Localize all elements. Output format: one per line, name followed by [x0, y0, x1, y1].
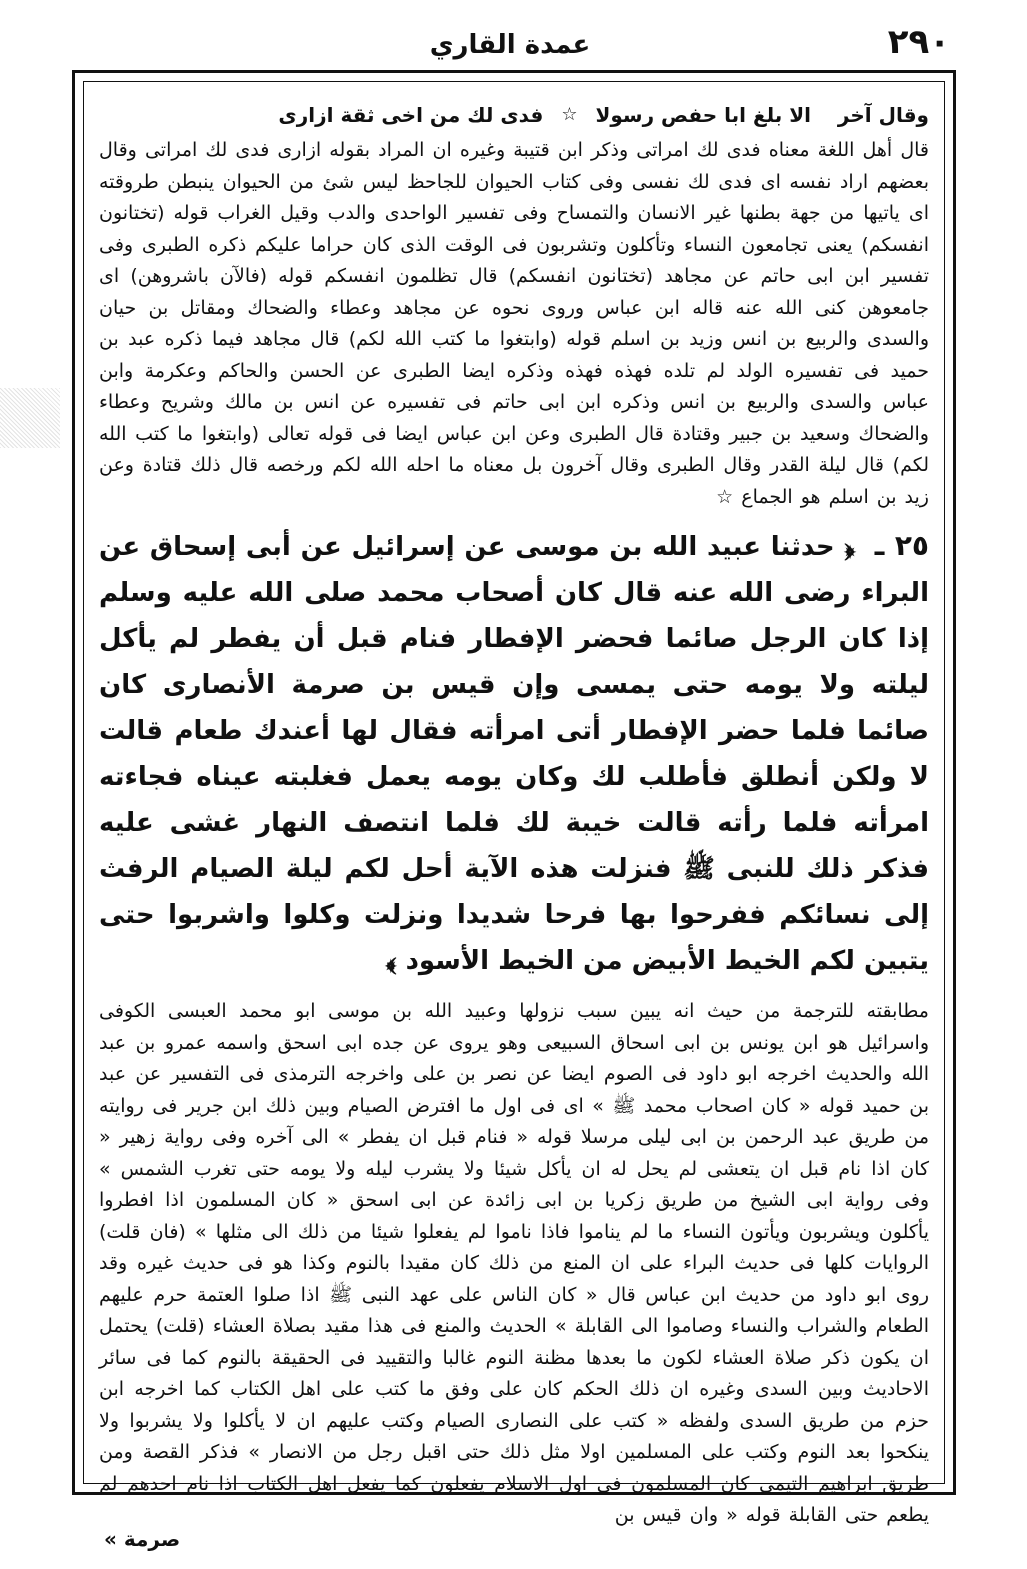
page-header: [70, 22, 950, 72]
running-title: عمدة القاري: [429, 30, 591, 60]
page-number: ٢٩٠: [887, 22, 950, 62]
poem-line: [99, 99, 929, 131]
catchword: صرمة »: [104, 1527, 181, 1551]
commentary-bottom: مطابقته للترجمة من حيث انه يبين سبب نزولها وعبيد الله بن موسى ابو محمد العبسى الكوفى واسرائيل هو ابن يونس بن ابى اسحاق السبيعى وهو يروى عن جده ابى اسحق واسمه عمرو بن عبد الله والحديث اخرجه ابو داود فى الصوم ايضا عن نصر بن على واخرجه الترمذى فى التفسير عن عبد بن حميد قوله « كان اصحاب محمد ﷺ » اى فى اول ما افترض الصيام وبين ذلك ابن جرير فى روايته من طريق عبد الرحمن بن ابى ليلى مرسلا قوله « فنام قبل ان يفطر » الى آخره وفى رواية زهير « كان اذا نام قبل ان يتعشى لم يحل له ان يأكل شيئا ولا يشرب ليله ولا يومه حتى تغرب الشمس » وفى رواية ابى الشيخ من طريق زكريا بن ابى زائدة عن ابى اسحق « كان المسلمون اذا افطروا يأكلون ويشربون ويأتون النساء ما لم يناموا فاذا ناموا لم يفعلوا شيئا من ذلك الى مثلها » (فان قلت) الروايات كلها فى حديث البراء على ان المنع من ذلك كان مقيدا بالنوم وكذا هو فى حديث غيره وقد روى ابو داود من حديث ابن عباس قال « كان الناس على عهد النبى ﷺ اذا صلوا العتمة حرم عليهم الطعام والشراب والنساء وصاموا الى القابلة » الحديث والمنع فى هذا مقيد بصلاة العشاء (قلت) يحتمل ان يكون ذكر صلاة العشاء لكون ما بعدها مظنة النوم غالبا والتقييد فى الحقيقة بالنوم كما فى سائر الاحاديث وبين السدى وغيره ان ذلك الحكم كان على وفق ما كتب على اهل الكتاب كما اخرجه ابن حزم من طريق السدى ولفظه « كتب على النصارى الصيام وكتب عليهم ان لا يأكلوا ولا يشربوا ولا ينكحوا بعد النوم وكتب على المسلمين اولا مثل ذلك حتى اقبل رجل من الانصار » فذكر القصة ومن طريق ابراهيم التيمى كان المسلمون فى اول الاسلام يفعلون كما يفعل اهل الكتاب اذا نام احدهم لم يطعم حتى القابلة قوله « وان قيس بن: [99, 1000, 929, 1526]
page-frame: [72, 70, 956, 1526]
poem-hemistich-2: فدى لك من اخى ثقة ازارى: [278, 103, 544, 127]
hadith-block: [99, 523, 929, 984]
hadith-number: ٢٥ ـ: [874, 529, 929, 562]
poem-intro: وقال آخر: [837, 103, 929, 127]
commentary-top: قال أهل اللغة معناه فدى لك امراتى وذكر ابن قتيبة وغيره ان المراد بقوله ازارى فدى لك امراتى وقال بعضهم اراد نفسه اى فدى لك نفسى وفى كتاب الحيوان للجاحظ ليس شئ من الحيوان ينبطن طروقته اى ياتيها من جهة بطنها غير الانسان والتمساح وفى تفسير الواحدى والدب وقيل الغراب قوله (تختانون انفسكم) يعنى تجامعون النساء وتأكلون وتشربون فى الوقت الذى كان حراما عليكم ذكره الطبرى وفى تفسير ابن ابى حاتم عن مجاهد (تختانون انفسكم) قال تظلمون انفسكم قوله (فالآن باشروهن) اى جامعوهن كنى الله عنه قاله ابن عباس وروى نحوه عن مجاهد وعطاء والضحاك ومقاتل بن حيان والسدى والربيع بن انس وزيد بن اسلم قوله (وابتغوا ما كتب الله لكم) قال مجاهد فيما ذكره عبد بن حميد فى تفسيره الولد لم تلده فهذه فهذه وذكره ايضا الطبرى عن الحسن والحاكم وعكرمة وابن عباس والسدى والربيع بن انس وذكره ابن ابى حاتم فى تفسيره عن انس بن مالك وشريح وعطاء والضحاك وسعيد بن جبير وقتادة قال الطبرى وعن ابن عباس ايضا فى قوله تعالى (وابتغوا ما كتب الله لكم) قال ليلة القدر وقال الطبرى وقال آخرون بل معناه ما احله الله لكم ورخصه قال ذلك قتادة وعن زيد بن اسلم هو الجماع ☆: [99, 139, 929, 508]
poem-hemistich-1: الا بلغ ابا حفص رسولا: [595, 103, 811, 127]
hadith-text: ﴿ حدثنا عبيد الله بن موسى عن إسرائيل عن أبى إسحاق عن البراء رضى الله عنه قال كان أصحاب محمد صلى الله عليه وسلم إذا كان الرجل صائما فحضر الإفطار فنام قبل أن يفطر لم يأكل ليلته ولا يومه حتى يمسى وإن قيس بن صرمة الأنصارى كان صائما فلما حضر الإفطار أتى امرأته فقال لها أعندك طعام قالت لا ولكن أنطلق فأطلب لك وكان يومه يعمل فغلبته عيناه فجاءته امرأته فلما رأته قالت خيبة لك فلما انتصف النهار غشى عليه فذكر ذلك للنبى ﷺ فنزلت هذه الآية أحل لكم ليلة الصيام الرفث إلى نسائكم ففرحوا بها فرحا شديدا ونزلت وكلوا واشربوا حتى يتبين لكم الخيط الأبيض من الخيط الأسود ﴾: [99, 532, 929, 976]
poem-separator: ☆: [561, 104, 578, 125]
scan-shading: [0, 388, 60, 448]
page-content: [99, 99, 929, 1526]
